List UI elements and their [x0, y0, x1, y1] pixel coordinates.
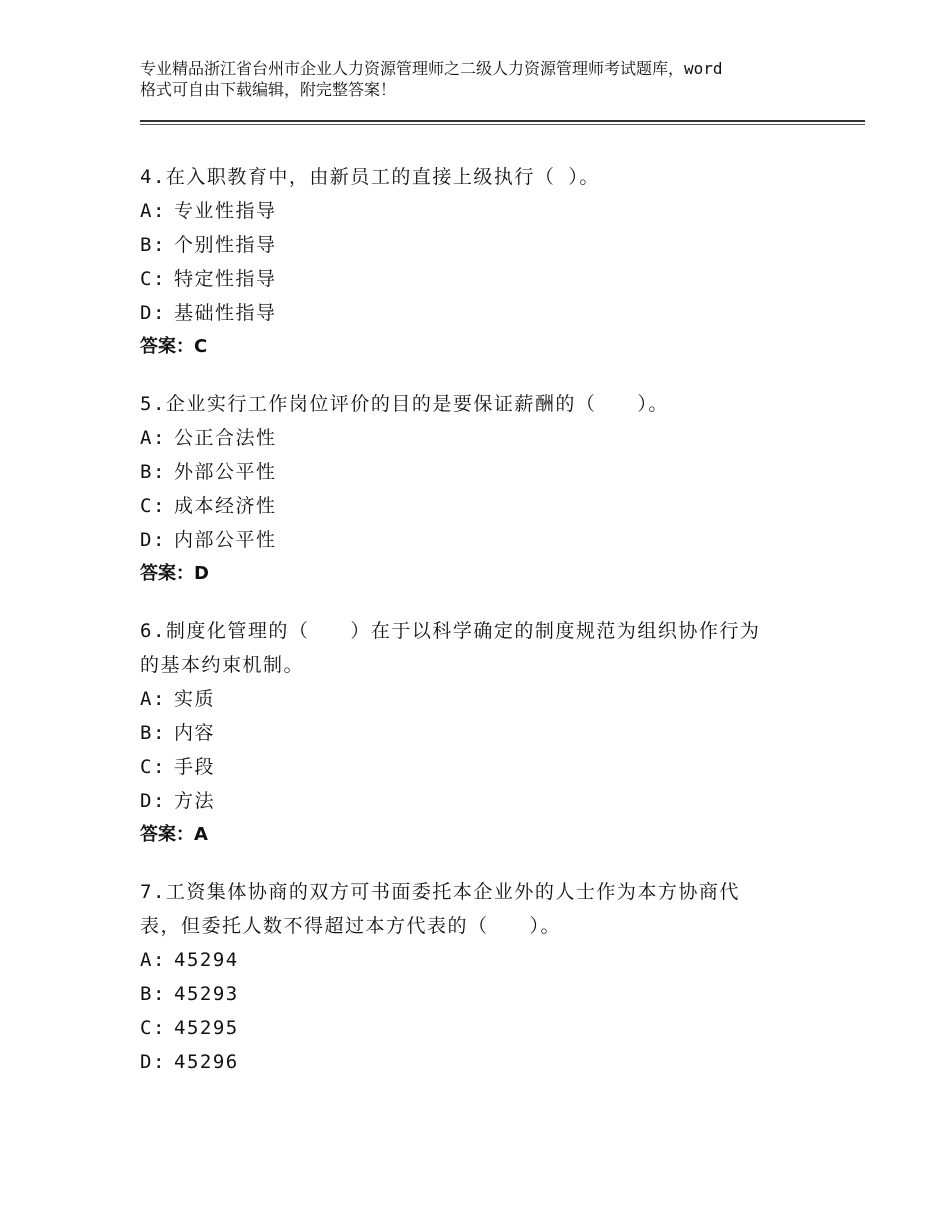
- question-stem: 7.工资集体协商的双方可书面委托本企业外的人士作为本方协商代 表，但委托人数不得超过本方代表的（ ）。: [140, 881, 740, 937]
- option-a: A: 公正合法性: [140, 427, 277, 449]
- answer-value: A: [194, 824, 208, 845]
- option-b: B: 内容: [140, 722, 216, 744]
- question-6: [140, 614, 820, 852]
- answer-value: D: [194, 563, 209, 584]
- option-c: C: 特定性指导: [140, 268, 277, 290]
- question-stem: 6.制度化管理的（ ）在于以科学确定的制度规范为组织协作行为 的基本约束机制。: [140, 620, 761, 676]
- answer-line: 答案：D: [140, 563, 209, 584]
- header-line-2: 格式可自由下载编辑，附完整答案！: [140, 80, 397, 99]
- question-stem: 4.在入职教育中，由新员工的直接上级执行（ ）。: [140, 166, 600, 188]
- question-7: [140, 875, 820, 1079]
- answer-value: C: [194, 336, 208, 357]
- option-b: B: 45293: [140, 983, 239, 1005]
- option-c: C: 手段: [140, 756, 216, 778]
- option-d: D: 基础性指导: [140, 302, 277, 324]
- option-b: B: 外部公平性: [140, 461, 277, 483]
- question-4: [140, 160, 820, 364]
- option-a: A: 45294: [140, 949, 239, 971]
- question-stem: 5.企业实行工作岗位评价的目的是要保证薪酬的（ ）。: [140, 393, 669, 415]
- option-a: A: 实质: [140, 688, 216, 710]
- option-d: D: 45296: [140, 1051, 239, 1073]
- header-divider: [140, 120, 865, 125]
- option-a: A: 专业性指导: [140, 200, 277, 222]
- option-c: C: 45295: [140, 1017, 239, 1039]
- option-d: D: 方法: [140, 790, 216, 812]
- option-b: B: 个别性指导: [140, 234, 277, 256]
- question-list: [140, 160, 820, 1102]
- document-header: [140, 58, 840, 100]
- question-5: [140, 387, 820, 591]
- option-d: D: 内部公平性: [140, 529, 277, 551]
- option-c: C: 成本经济性: [140, 495, 277, 517]
- answer-line: 答案：C: [140, 336, 208, 357]
- header-line-1: 专业精品浙江省台州市企业人力资源管理师之二级人力资源管理师考试题库，word: [140, 59, 723, 78]
- answer-line: 答案：A: [140, 824, 208, 845]
